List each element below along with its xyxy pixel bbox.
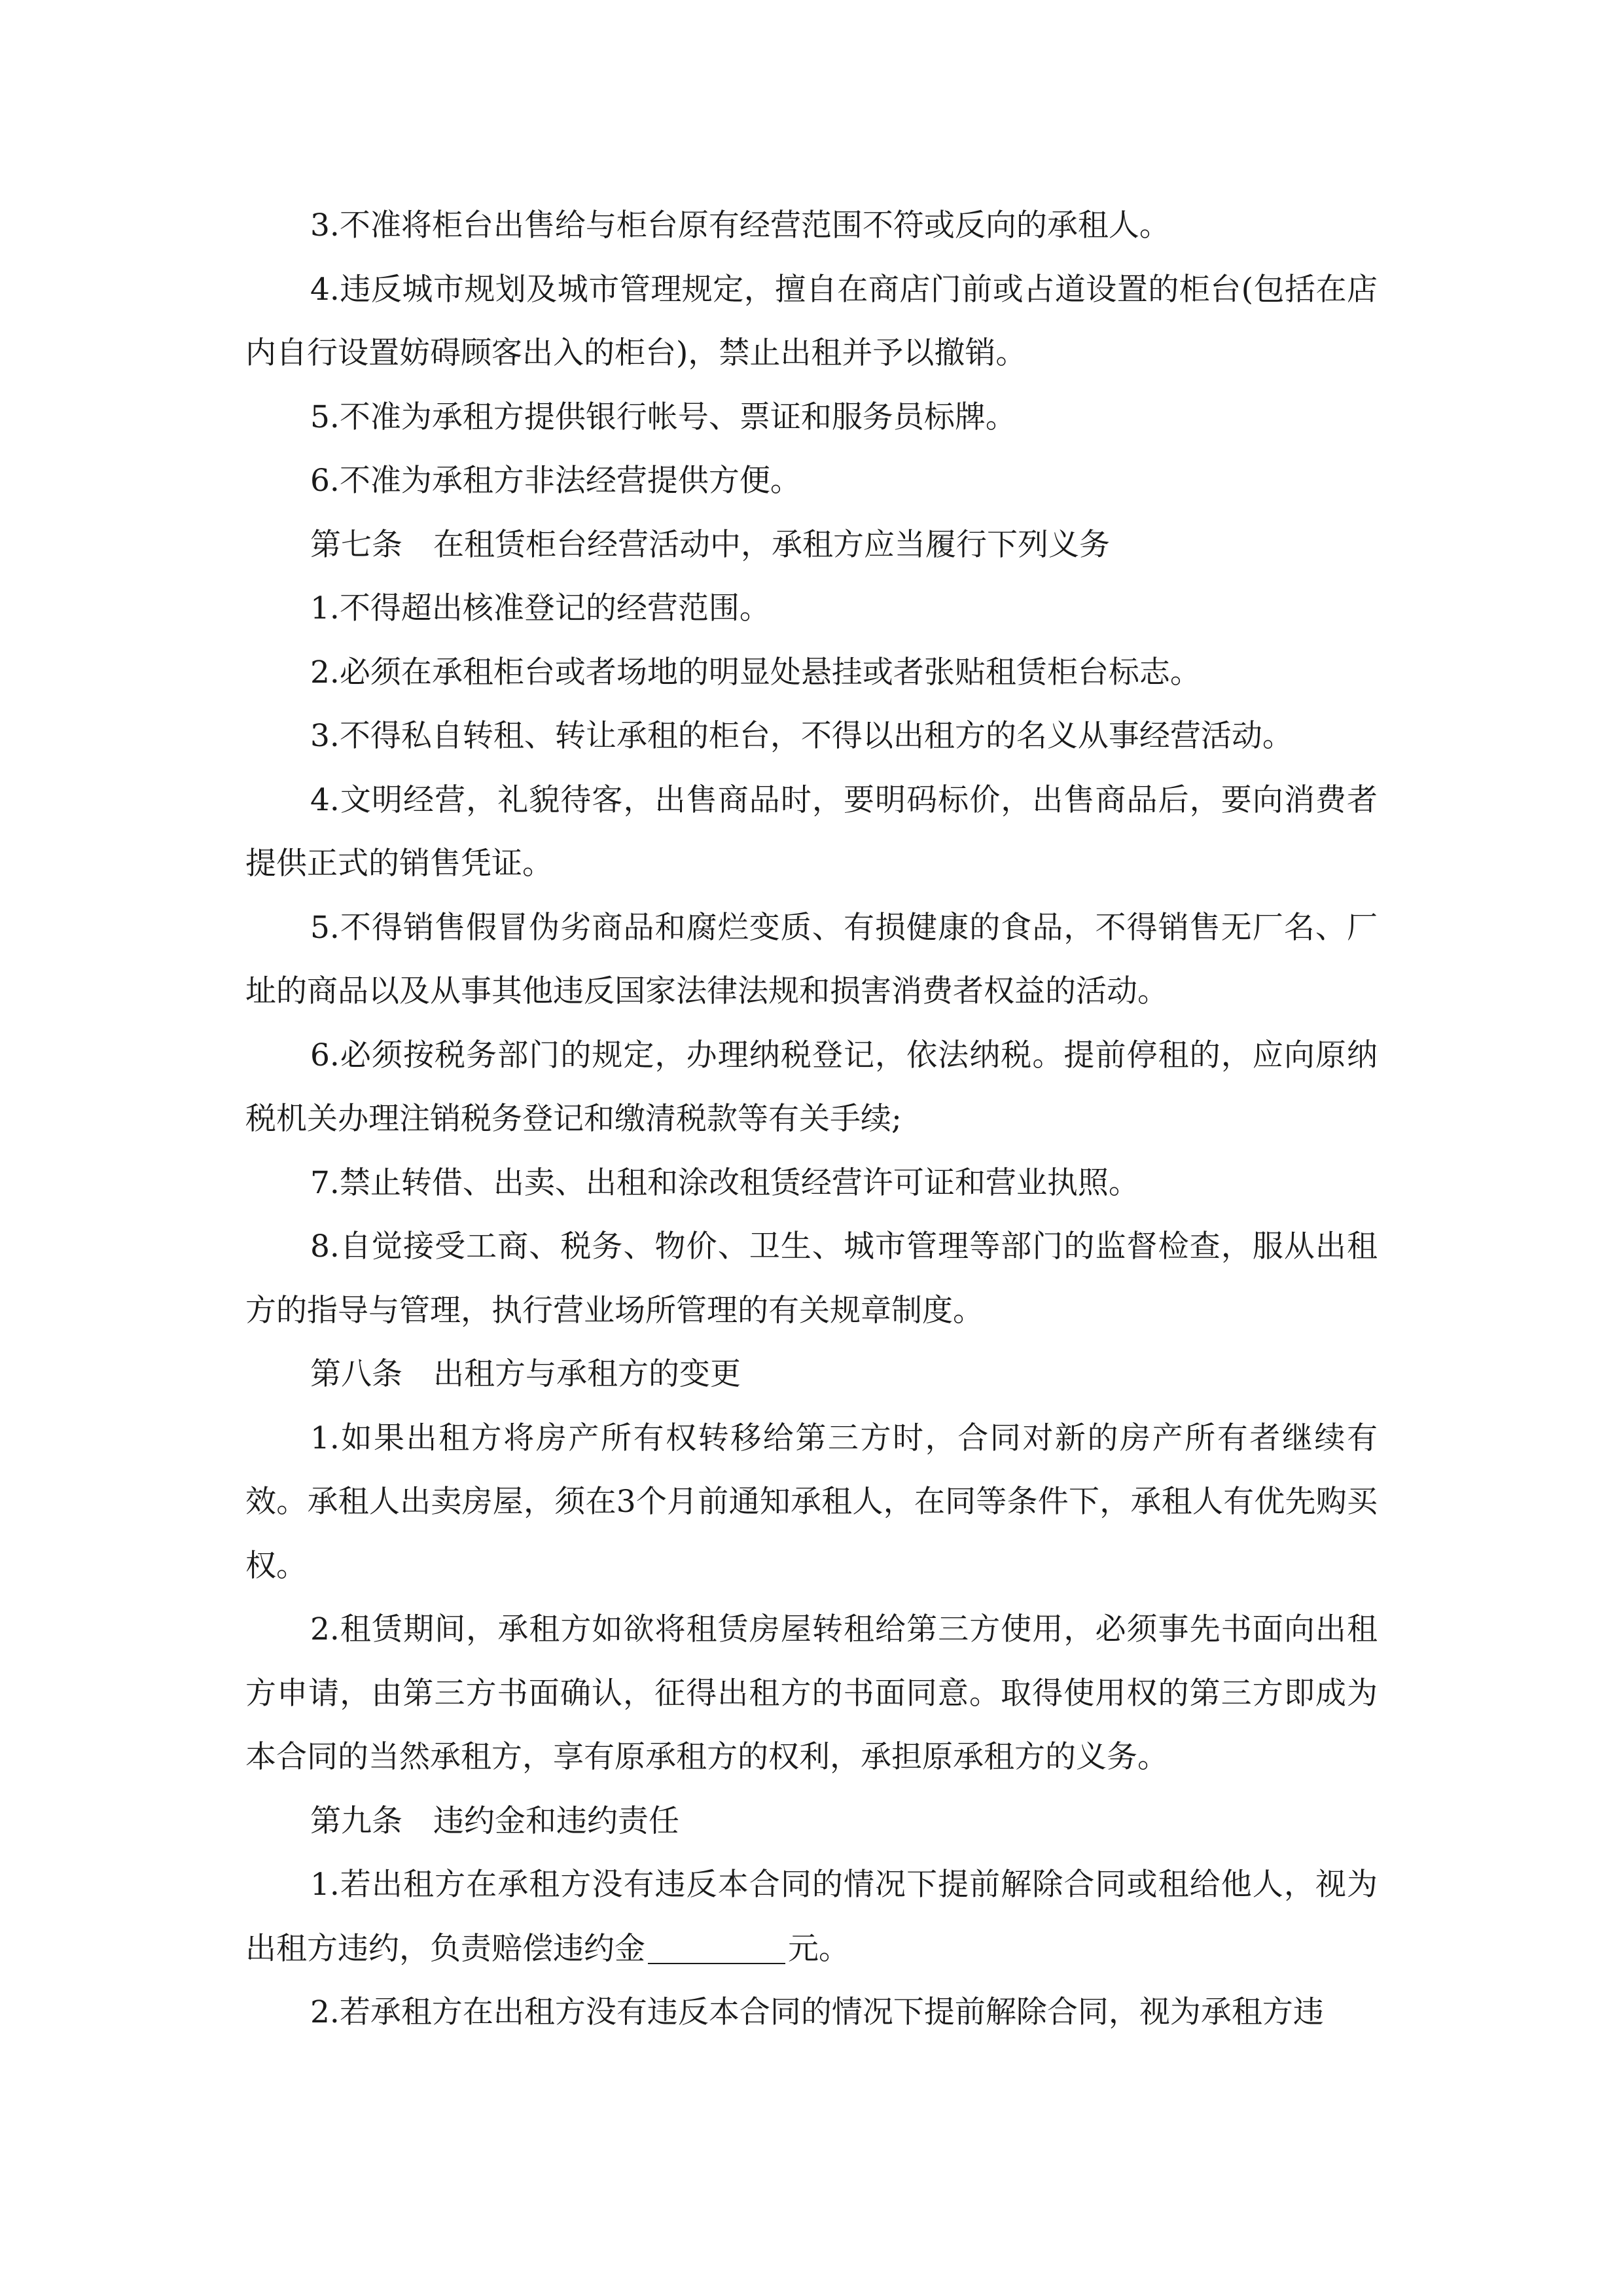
article-number: 第七条 [310, 526, 402, 563]
clause-item: 5.不准为承租方提供银行帐号、票证和服务员标牌。 [310, 399, 1016, 435]
article-title: 在租赁柜台经营活动中，承租方应当履行下列义务 [433, 526, 1110, 563]
penalty-amount-blank[interactable] [648, 1932, 785, 1964]
article-heading [245, 513, 1378, 577]
clause-item: 3.不准将柜台出售给与柜台原有经营范围不符或反向的承租人。 [310, 207, 1170, 243]
clause-item: 2.租赁期间，承租方如欲将租赁房屋转租给第三方使用，必须事先书面向出租方申请，由第三方书面确认，征得出租方的书面同意。取得使用权的第三方即成为本合同的当然承租方，享有原承租方的权利，承担原承租方的义务。 [245, 1611, 1378, 1775]
article-number: 第八条 [310, 1356, 402, 1392]
clause-item [245, 1853, 1378, 1981]
clause-item: 4.违反城市规划及城市管理规定，擅自在商店门前或占道设置的柜台(包括在店内自行设置妨碍顾客出入的柜台)，禁止出租并予以撤销。 [245, 271, 1378, 371]
clause-text-end: 元。 [788, 1930, 849, 1967]
article-title: 违约金和违约责任 [433, 1803, 679, 1839]
clause-item: 6.不准为承租方非法经营提供方便。 [310, 463, 801, 499]
article-title: 出租方与承租方的变更 [433, 1356, 741, 1392]
document-body [245, 194, 1378, 2045]
clause-item: 8.自觉接受工商、税务、物价、卫生、城市管理等部门的监督检查，服从出租方的指导与管理，执行营业场所管理的有关规章制度。 [245, 1229, 1378, 1329]
article-heading [245, 1342, 1378, 1407]
clause-item: 6.必须按税务部门的规定，办理纳税登记，依法纳税。提前停租的，应向原纳税机关办理注销税务登记和缴清税款等有关手续; [245, 1037, 1378, 1137]
article-number: 第九条 [310, 1803, 402, 1839]
clause-item: 1.如果出租方将房产所有权转移给第三方时，合同对新的房产所有者继续有效。承租人出卖房屋，须在3个月前通知承租人，在同等条件下，承租人有优先购买权。 [245, 1420, 1378, 1584]
clause-text: 1.若出租方在承租方没有违反本合同的情况下提前解除合同或租给他人，视为出租方违约，负责赔偿违约金 [245, 1867, 1378, 1967]
clause-item: 2.必须在承租柜台或者场地的明显处悬挂或者张贴租赁柜台标志。 [310, 654, 1201, 691]
clause-item: 7.禁止转借、出卖、出租和涂改租赁经营许可证和营业执照。 [310, 1164, 1139, 1201]
clause-item: 4.文明经营，礼貌待客，出售商品时，要明码标价，出售商品后，要向消费者提供正式的销售凭证。 [245, 781, 1378, 882]
clause-item: 3.不得私自转租、转让承租的柜台，不得以出租方的名义从事经营活动。 [310, 718, 1293, 754]
clause-item: 5.不得销售假冒伪劣商品和腐烂变质、有损健康的食品，不得销售无厂名、厂址的商品以及从事其他违反国家法律法规和损害消费者权益的活动。 [245, 909, 1378, 1009]
article-heading [245, 1789, 1378, 1854]
clause-item: 2.若承租方在出租方没有违反本合同的情况下提前解除合同，视为承租方违 [310, 1994, 1324, 2030]
clause-item: 1.不得超出核准登记的经营范围。 [310, 590, 770, 626]
